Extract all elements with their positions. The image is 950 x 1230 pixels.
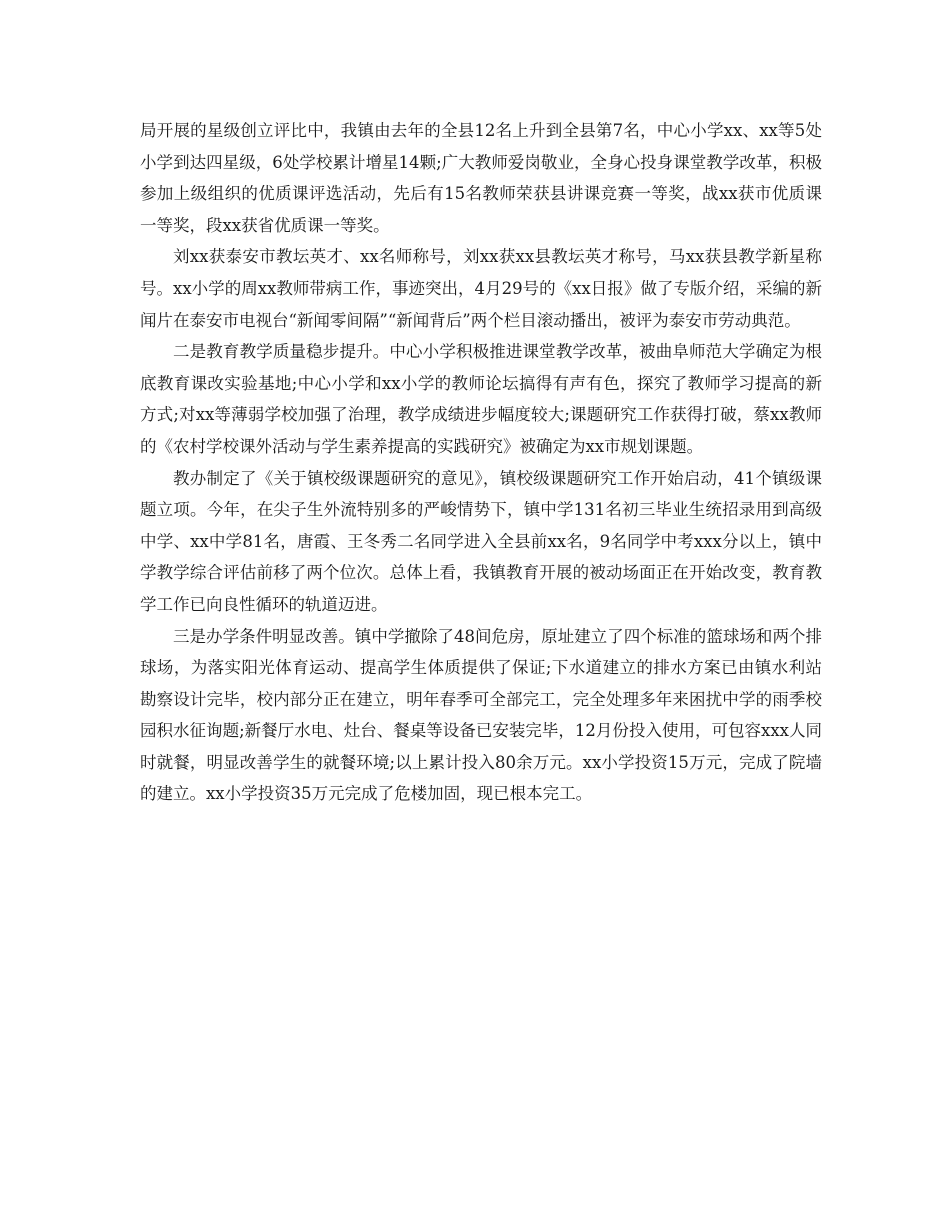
paragraph-teaching-quality: 二是教育教学质量稳步提升。中心小学积极推进课堂教学改革，被曲阜师范大学确定为根底教育课改实验基地;中心小学和xx小学的教师论坛搞得有声有色，探究了教师学习提高的新方式;对xx等薄弱学校加强了治理，教学成绩进步幅度较大;课题研究工作获得打破，蔡xx教师的《农村学校课外活动与学生素养提高的实践研究》被确定为xx市规划课题。: [140, 342, 822, 456]
paragraph-awards: 局开展的星级创立评比中，我镇由去年的全县12名上升到全县第7名，中心小学xx、xx等5处小学到达四星级，6处学校累计增星14颗;广大教师爱岗敬业，全身心投身课堂教学改革，积极参加上级组织的优质课评选活动，先后有15名教师荣获县讲课竞赛一等奖，战xx获市优质课一等奖，段xx获省优质课一等奖。: [140, 121, 822, 235]
document-body: [140, 115, 822, 810]
paragraph-teacher-honors: 刘xx获泰安市教坛英才、xx名师称号，刘xx获xx县教坛英才称号，马xx获县教学新星称号。xx小学的周xx教师带病工作，事迹突出，4月29号的《xx日报》做了专版介绍，采编的新闻片在泰安市电视台“新闻零间隔”“新闻背后”两个栏目滚动播出，被评为泰安市劳动典范。: [140, 247, 822, 330]
paragraph-school-conditions: 三是办学条件明显改善。镇中学撤除了48间危房，原址建立了四个标准的篮球场和两个排球场，为落实阳光体育运动、提高学生体质提供了保证;下水道建立的排水方案已由镇水利站勘察设计完毕，校内部分正在建立，明年春季可全部完工，完全处理多年来困扰中学的雨季校园积水征询题;新餐厅水电、灶台、餐桌等设备已安装完毕，12月份投入使用，可包容xxx人同时就餐，明显改善学生的就餐环境;以上累计投入80余万元。xx小学投资15万元，完成了院墙的建立。xx小学投资35万元完成了危楼加固，现已根本完工。: [140, 626, 822, 804]
paragraph-research-projects: 教办制定了《关于镇校级课题研究的意见》，镇校级课题研究工作开始启动，41个镇级课题立项。今年，在尖子生外流特别多的严峻情势下，镇中学131名初三毕业生统招录用到高级中学、xx中学81名，唐霞、王冬秀二名同学进入全县前xx名，9名同学中考xxx分以上，镇中学教学综合评估前移了两个位次。总体上看，我镇教育开展的被动场面正在开始改变，教育教学工作已向良性循环的轨道迈进。: [140, 468, 822, 614]
